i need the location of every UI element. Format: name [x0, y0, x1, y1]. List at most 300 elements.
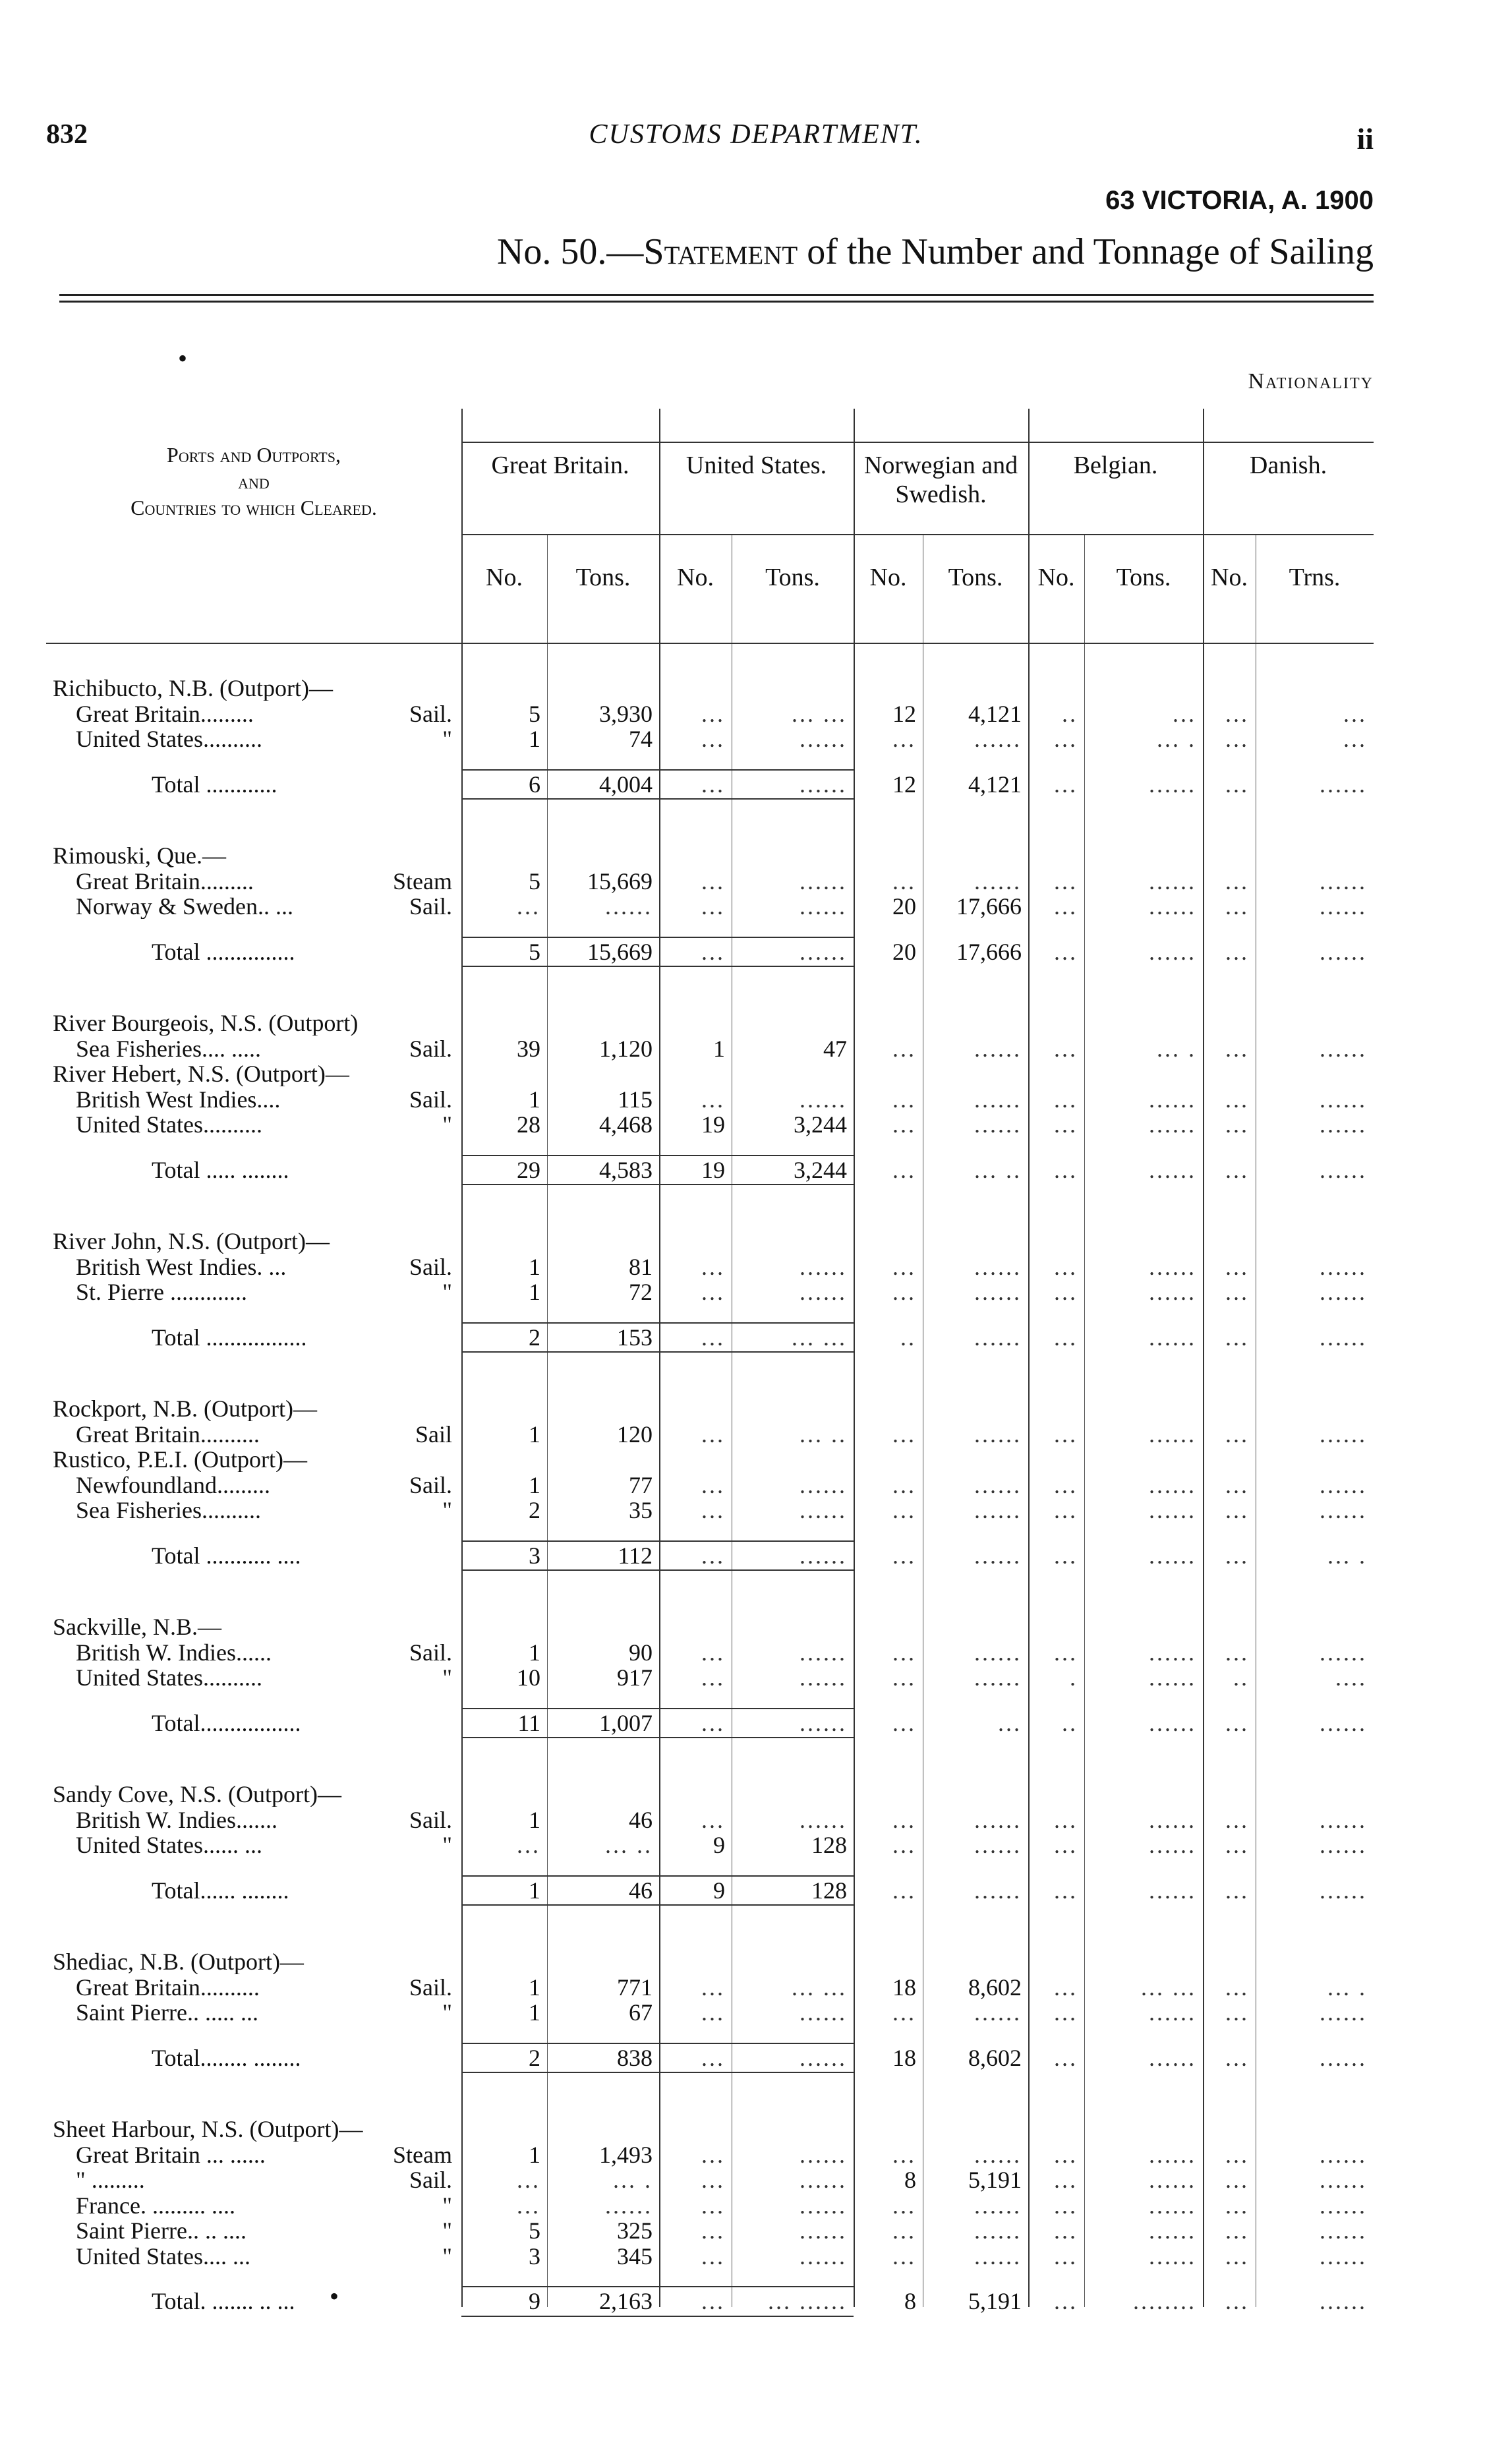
tonnage-cell: 46 — [629, 1807, 653, 1832]
count-cell: ... — [892, 868, 916, 894]
row-label: River Hebert, N.S. (Outport)— — [53, 1061, 349, 1086]
row-label: Great Britain.......... — [76, 1421, 260, 1447]
count-cell: ... — [1225, 1974, 1249, 2000]
stub-header-line-1: Ports and Outports, — [167, 443, 341, 467]
title-rule-top — [59, 294, 1374, 296]
row-label: British W. Indies....... — [76, 1807, 278, 1832]
row-label: St. Pierre ............. — [76, 1279, 247, 1304]
count-cell: 9 — [713, 1877, 725, 1903]
count-cell: 1 — [529, 1472, 540, 1498]
tonnage-cell — [547, 1010, 659, 1036]
count-cell: 18 — [892, 1974, 916, 2000]
count-cell: ... — [1054, 2000, 1078, 2025]
tonnage-cell: ...... — [1149, 1254, 1196, 1279]
total-rule — [461, 1351, 854, 1353]
count-cell — [659, 1061, 732, 1086]
tonnage-cell: ... — [1343, 701, 1367, 726]
tonnage-cell: ...... — [800, 1665, 847, 1690]
tonnage-cell: ...... — [800, 1086, 847, 1112]
tonnage-cell: ...... — [1320, 771, 1367, 797]
count-cell: ... — [1054, 1498, 1078, 1523]
tonnage-cell: 15,669 — [587, 939, 653, 964]
count-cell: ... — [701, 1974, 725, 2000]
rig-type: " — [442, 2192, 452, 2219]
tonnage-cell — [547, 1614, 659, 1639]
tonnage-cell — [1084, 676, 1203, 701]
paper-number: ii — [1356, 122, 1374, 156]
tonnage-cell — [1084, 1229, 1203, 1254]
port-row — [46, 1229, 1374, 1254]
row-label: Total ............ — [152, 771, 277, 797]
tonnage-cell: ...... — [974, 1254, 1022, 1279]
count-cell: 9 — [529, 2289, 540, 2314]
count-cell: ... — [1225, 701, 1249, 726]
tonnage-cell — [732, 1782, 854, 1807]
count-cell — [659, 1447, 732, 1472]
tonnage-cell: ...... — [1149, 1807, 1196, 1832]
count-cell — [1203, 1061, 1256, 1086]
page-number: 832 — [46, 119, 88, 150]
rig-type: " — [442, 2242, 452, 2270]
count-cell: ... — [1225, 1542, 1249, 1568]
port-row — [46, 1782, 1374, 1807]
row-label: British West Indies.... — [76, 1086, 281, 1112]
row-label: Great Britain.......... — [76, 1974, 260, 2000]
count-cell — [1028, 2117, 1084, 2142]
rig-type: " — [442, 1111, 452, 1138]
count-cell: 28 — [517, 1112, 540, 1137]
total-rule — [461, 2072, 854, 2073]
tonnage-cell — [547, 1229, 659, 1254]
count-cell: ... — [1225, 939, 1249, 964]
table-row — [46, 869, 1374, 894]
count-cell: ... — [1225, 894, 1249, 919]
total-row — [46, 1878, 1374, 1903]
count-cell: ... — [701, 2000, 725, 2025]
count-cell: ... — [701, 1710, 725, 1736]
rig-type: Sail. — [409, 1253, 452, 1280]
row-label: Saint Pierre.. .. .... — [76, 2218, 247, 2243]
table-row — [46, 2244, 1374, 2269]
tonnage-cell — [1084, 1061, 1203, 1086]
tonnage-cell: 47 — [823, 1036, 847, 1061]
total-rule — [461, 769, 854, 771]
tonnage-cell: 112 — [618, 1542, 653, 1568]
total-row — [46, 2045, 1374, 2070]
tonnage-cell: 1,493 — [599, 2142, 653, 2167]
tonnage-cell — [1256, 1447, 1374, 1472]
row-label: " ......... — [76, 2167, 145, 2192]
tonnage-cell: ...... — [800, 1710, 847, 1736]
count-cell: ... — [1225, 2045, 1249, 2070]
count-cell: ... — [517, 894, 540, 919]
tonnage-cell: ...... — [1320, 868, 1367, 894]
tonnage-cell: ...... — [974, 2000, 1022, 2025]
count-cell: ... — [892, 1639, 916, 1665]
count-cell: ... — [1054, 1832, 1078, 1858]
row-label: Great Britain......... — [76, 701, 254, 726]
table-row — [46, 2000, 1374, 2025]
row-label: Total ................. — [152, 1324, 307, 1350]
total-rule — [461, 1184, 854, 1185]
count-cell: .. — [1062, 1710, 1078, 1736]
tonnage-cell — [923, 1061, 1028, 1086]
count-cell: 2 — [529, 1324, 540, 1350]
table-row — [46, 1036, 1374, 1061]
count-cell — [854, 1010, 923, 1036]
tonnage-cell: ...... — [974, 1542, 1022, 1568]
tonnage-cell — [732, 1061, 854, 1086]
count-cell — [1203, 1782, 1256, 1807]
tonnage-cell: 8,602 — [968, 1974, 1022, 2000]
tonnage-cell: 17,666 — [956, 939, 1022, 964]
rig-type: Steam — [393, 867, 452, 894]
tonnage-cell: ...... — [1149, 1832, 1196, 1858]
port-row — [46, 1447, 1374, 1472]
column-header-no: No. — [677, 564, 714, 591]
count-cell: ... — [1225, 2289, 1249, 2314]
tonnage-cell: ...... — [1149, 1421, 1196, 1447]
count-cell: ... — [1054, 2243, 1078, 2269]
count-cell: 1 — [529, 1639, 540, 1665]
count-cell — [461, 1614, 547, 1639]
count-cell: ... — [1054, 2192, 1078, 2218]
tonnage-cell — [1256, 676, 1374, 701]
count-cell: 1 — [529, 2000, 540, 2025]
tonnage-cell: ...... — [800, 1254, 847, 1279]
bullet-mark: • — [330, 2281, 339, 2311]
count-cell: 8 — [904, 2167, 916, 2192]
tonnage-cell: 153 — [617, 1324, 653, 1350]
tonnage-cell — [923, 2117, 1028, 2142]
total-row — [46, 1711, 1374, 1736]
bullet-mark: • — [178, 343, 188, 373]
table-row — [46, 1832, 1374, 1858]
tonnage-cell: ...... — [1149, 1710, 1196, 1736]
rig-type: " — [442, 1497, 452, 1523]
tonnage-cell — [547, 2117, 659, 2142]
tonnage-cell: ...... — [1149, 868, 1196, 894]
count-cell — [461, 1949, 547, 1974]
count-cell: ... — [1225, 1710, 1249, 1736]
tonnage-cell: ...... — [800, 2000, 847, 2025]
count-cell: ... — [892, 1279, 916, 1304]
tonnage-cell: 17,666 — [956, 894, 1022, 919]
tonnage-cell: ...... — [1320, 2045, 1367, 2070]
column-header-tons: Tons. — [1116, 564, 1171, 591]
tonnage-cell: ...... — [1320, 2000, 1367, 2025]
tonnage-cell: ...... — [1149, 1665, 1196, 1690]
count-cell: ... — [701, 2192, 725, 2218]
tonnage-cell — [1256, 1396, 1374, 1421]
tonnage-cell: ...... — [1149, 1324, 1196, 1350]
count-cell: 1 — [529, 2142, 540, 2167]
tonnage-cell — [923, 1229, 1028, 1254]
count-cell: ... — [1225, 2243, 1249, 2269]
count-cell — [461, 843, 547, 868]
tonnage-cell — [732, 1949, 854, 1974]
column-header-tons: Trns. — [1289, 564, 1341, 591]
total-rule — [461, 798, 854, 800]
statement-number: No. 50.— — [496, 231, 644, 272]
tonnage-cell: ...... — [800, 1542, 847, 1568]
tonnage-cell: ...... — [974, 1086, 1022, 1112]
table-row — [46, 726, 1374, 751]
tonnage-cell: ...... — [974, 1832, 1022, 1858]
tonnage-cell — [547, 1396, 659, 1421]
tonnage-cell: 46 — [629, 1877, 653, 1903]
tonnage-cell: 3,244 — [794, 1112, 847, 1137]
table-row — [46, 1665, 1374, 1690]
count-cell: ... — [892, 1112, 916, 1137]
count-cell: ... — [1225, 1639, 1249, 1665]
rig-type: Sail. — [409, 700, 452, 727]
tonnage-cell: .... — [1335, 1665, 1367, 1690]
tonnage-cell: ...... — [974, 1036, 1022, 1061]
tonnage-cell: ...... — [1320, 1832, 1367, 1858]
count-cell — [854, 1782, 923, 1807]
statistics-table — [46, 310, 1374, 2314]
tonnage-cell: ...... — [800, 1639, 847, 1665]
tonnage-cell: ... ... — [792, 701, 847, 726]
tonnage-cell: 74 — [629, 726, 653, 751]
count-cell: ... — [1225, 771, 1249, 797]
row-label: River John, N.S. (Outport)— — [53, 1229, 330, 1254]
tonnage-cell: ...... — [974, 2192, 1022, 2218]
count-cell: ... — [701, 771, 725, 797]
tonnage-cell: ...... — [800, 2243, 847, 2269]
tonnage-cell: ... ... — [1141, 1974, 1196, 2000]
nationality-group-header: Belgian. — [1073, 452, 1158, 479]
count-cell — [1203, 2117, 1256, 2142]
port-row — [46, 1396, 1374, 1421]
nationality-group-header: Norwegian and Swedish. — [863, 452, 1018, 508]
tonnage-cell: ...... — [1149, 2218, 1196, 2243]
table-row — [46, 2193, 1374, 2218]
tonnage-cell — [1256, 1061, 1374, 1086]
count-cell: 1 — [529, 1421, 540, 1447]
tonnage-cell: 4,468 — [599, 1112, 653, 1137]
tonnage-cell: 67 — [629, 2000, 653, 2025]
count-cell: .. — [1233, 1665, 1249, 1690]
tonnage-cell — [1256, 2117, 1374, 2142]
tonnage-cell: 115 — [618, 1086, 653, 1112]
tonnage-cell: ... ...... — [768, 2289, 847, 2314]
count-cell: ... — [1225, 2192, 1249, 2218]
tonnage-cell: ...... — [1149, 1112, 1196, 1137]
count-cell: ... — [1225, 1086, 1249, 1112]
count-cell: 11 — [517, 1710, 540, 1736]
rig-type: Sail. — [409, 1086, 452, 1113]
count-cell: ... — [1054, 1279, 1078, 1304]
count-cell: ... — [1225, 1877, 1249, 1903]
rig-type: " — [442, 1279, 452, 1305]
count-cell: 6 — [529, 771, 540, 797]
rig-type: Sail — [415, 1420, 452, 1448]
tonnage-cell — [1256, 1229, 1374, 1254]
count-cell: 1 — [529, 726, 540, 751]
tonnage-cell: 3,244 — [794, 1157, 847, 1183]
count-cell: ... — [1054, 868, 1078, 894]
tonnage-cell: ...... — [1149, 1157, 1196, 1183]
count-cell: .. — [900, 1324, 916, 1350]
tonnage-cell: 917 — [617, 1665, 653, 1690]
row-label: Richibucto, N.B. (Outport)— — [53, 676, 333, 701]
statement-rest: of the Number and Tonnage of Sailing — [798, 231, 1374, 272]
count-cell: ... — [701, 2243, 725, 2269]
count-cell: ... — [892, 2192, 916, 2218]
rig-type: " — [442, 2217, 452, 2244]
count-cell: 20 — [892, 939, 916, 964]
tonnage-cell: 8,602 — [968, 2045, 1022, 2070]
header-rule — [461, 534, 1374, 535]
statement-word: Statement — [643, 231, 798, 272]
tonnage-cell: ...... — [1320, 1472, 1367, 1498]
count-cell: 1 — [529, 1877, 540, 1903]
count-cell — [461, 1396, 547, 1421]
count-cell — [1203, 1949, 1256, 1974]
count-cell: 12 — [892, 771, 916, 797]
tonnage-cell: 325 — [617, 2218, 653, 2243]
count-cell: 1 — [713, 1036, 725, 1061]
rig-type: " — [442, 1664, 452, 1691]
tonnage-cell: 15,669 — [587, 868, 653, 894]
rig-type: Sail. — [409, 1639, 452, 1666]
total-rule — [461, 2043, 854, 2044]
count-cell: ... — [701, 726, 725, 751]
tonnage-cell — [732, 2117, 854, 2142]
count-cell: ... — [892, 1472, 916, 1498]
count-cell: 9 — [713, 1832, 725, 1858]
row-label: Total. ....... .. ... — [152, 2289, 295, 2314]
tonnage-cell: ...... — [1149, 939, 1196, 964]
row-label: Sheet Harbour, N.S. (Outport)— — [53, 2117, 363, 2142]
nationality-group-header: Danish. — [1249, 452, 1327, 479]
tonnage-cell — [547, 843, 659, 868]
count-cell: 1 — [529, 1974, 540, 2000]
tonnage-cell — [1256, 1782, 1374, 1807]
count-cell: ... — [892, 2142, 916, 2167]
rig-type: Steam — [393, 2141, 452, 2168]
total-rule — [461, 1540, 854, 1542]
count-cell: 5 — [529, 939, 540, 964]
count-cell: ... — [701, 1086, 725, 1112]
row-label: British W. Indies...... — [76, 1639, 272, 1665]
count-cell: ... — [701, 2218, 725, 2243]
count-cell — [1028, 676, 1084, 701]
count-cell: ... — [517, 2192, 540, 2218]
tonnage-cell — [732, 843, 854, 868]
count-cell: ... — [1054, 2167, 1078, 2192]
count-cell: ... — [1054, 1974, 1078, 2000]
tonnage-cell: ...... — [1149, 1279, 1196, 1304]
tonnage-cell — [547, 1061, 659, 1086]
tonnage-cell: ... . — [1157, 726, 1196, 751]
count-cell: ... — [892, 1542, 916, 1568]
count-cell: ... — [701, 2289, 725, 2314]
table-row — [46, 894, 1374, 919]
tonnage-cell: 4,121 — [968, 771, 1022, 797]
tonnage-cell: ...... — [1320, 2243, 1367, 2269]
tonnage-cell: ...... — [974, 1472, 1022, 1498]
count-cell — [461, 2117, 547, 2142]
tonnage-cell: ...... — [1320, 2218, 1367, 2243]
count-cell: ... — [1054, 2218, 1078, 2243]
row-label: Great Britain......... — [76, 868, 254, 894]
count-cell — [1028, 1782, 1084, 1807]
row-label: Total ........... .... — [152, 1542, 301, 1568]
rig-type: Sail. — [409, 1974, 452, 2001]
total-row — [46, 1543, 1374, 1568]
port-row — [46, 1061, 1374, 1086]
total-row — [46, 939, 1374, 964]
tonnage-cell: ...... — [1320, 2167, 1367, 2192]
rig-type: Sail. — [409, 1471, 452, 1498]
count-cell: 10 — [517, 1665, 540, 1690]
count-cell — [854, 1061, 923, 1086]
table-row — [46, 1422, 1374, 1447]
row-label: Total ..... ........ — [152, 1157, 289, 1183]
count-cell: ... — [1054, 2289, 1078, 2314]
count-cell: ... — [1054, 894, 1078, 919]
tonnage-cell — [923, 676, 1028, 701]
count-cell: 8 — [904, 2289, 916, 2314]
count-cell: ... — [1225, 1279, 1249, 1304]
tonnage-cell: ...... — [800, 771, 847, 797]
tonnage-cell: ...... — [974, 1324, 1022, 1350]
total-rule — [461, 1569, 854, 1571]
count-cell: ... — [1054, 771, 1078, 797]
tonnage-cell: ...... — [1149, 1498, 1196, 1523]
tonnage-cell: 4,583 — [599, 1157, 653, 1183]
column-header-tons: Tons. — [765, 564, 820, 591]
tonnage-cell — [923, 1614, 1028, 1639]
count-cell: 1 — [529, 1279, 540, 1304]
tonnage-cell: ... . — [1157, 1036, 1196, 1061]
count-cell — [461, 1782, 547, 1807]
tonnage-cell: ...... — [605, 894, 653, 919]
count-cell: 3 — [529, 1542, 540, 1568]
count-cell: .. — [1062, 701, 1078, 726]
tonnage-cell: ... — [998, 1710, 1022, 1736]
total-rule — [461, 1875, 854, 1877]
tonnage-cell: ...... — [1149, 2000, 1196, 2025]
count-cell: ... — [1225, 1472, 1249, 1498]
count-cell: ... — [701, 1639, 725, 1665]
count-cell: 3 — [529, 2243, 540, 2269]
count-cell: ... — [1225, 1112, 1249, 1137]
tonnage-cell: ... — [1173, 701, 1196, 726]
tonnage-cell: 1,007 — [599, 1710, 653, 1736]
count-cell: ... — [517, 1832, 540, 1858]
count-cell: ... — [701, 894, 725, 919]
tonnage-cell: ...... — [974, 726, 1022, 751]
count-cell: ... — [1225, 868, 1249, 894]
tonnage-cell: ...... — [1320, 1324, 1367, 1350]
column-header-tons: Tons. — [948, 564, 1003, 591]
tonnage-cell: ...... — [800, 2045, 847, 2070]
count-cell: ... — [1054, 1877, 1078, 1903]
total-rule — [461, 1155, 854, 1156]
tonnage-cell: 1,120 — [599, 1036, 653, 1061]
count-cell: ... — [892, 1807, 916, 1832]
tonnage-cell: ...... — [1320, 2289, 1367, 2314]
tonnage-cell: 120 — [617, 1421, 653, 1447]
tonnage-cell: ...... — [974, 1112, 1022, 1137]
count-cell: ... — [892, 1665, 916, 1690]
count-cell — [659, 676, 732, 701]
tonnage-cell: ... . — [1327, 1974, 1367, 2000]
